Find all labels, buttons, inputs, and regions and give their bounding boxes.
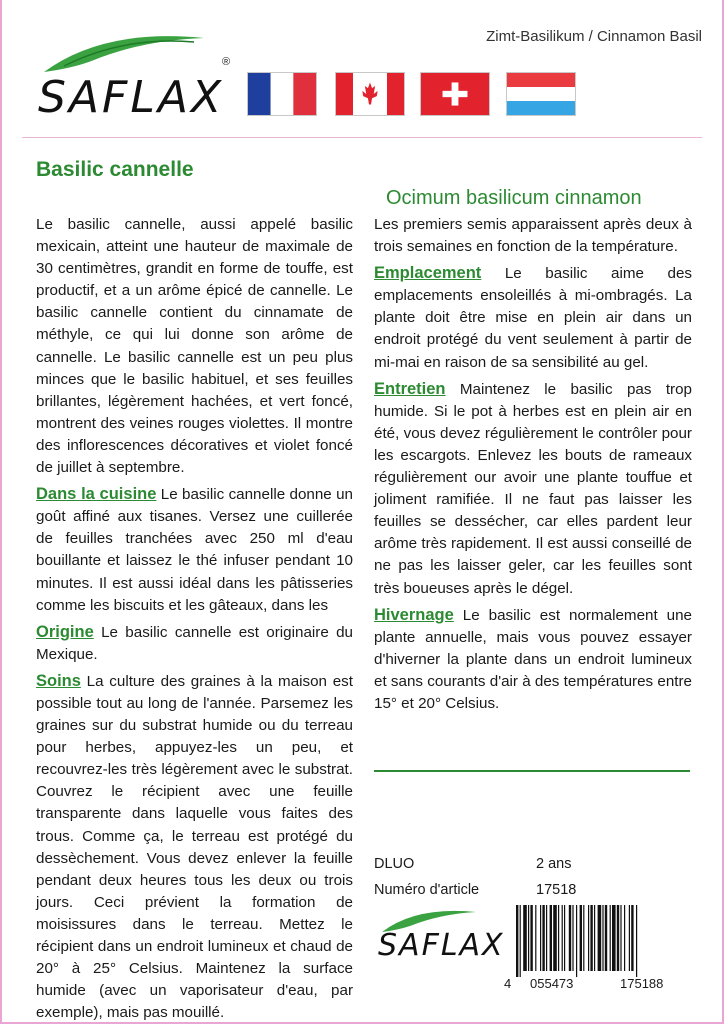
saflax-logo [34,26,244,122]
section-emplacement [374,262,692,373]
section-entretien [374,378,692,600]
section-text: Le basilic cannelle est originaire du Mexique. [36,623,353,663]
barcode-bar [580,905,582,971]
barcode-bar [598,905,602,971]
barcode-bar [530,905,532,971]
barcode-bar [562,905,563,971]
brand-logo-text: SAFLAX [378,928,505,963]
barcode-bar [558,905,559,971]
brand-logo-text: SAFLAX [38,72,225,123]
section-heading: Emplacement [374,264,482,283]
barcode-bar [631,905,633,971]
barcode-bar [523,905,527,971]
barcode-bar [528,905,529,971]
section-heading: Dans la cuisine [36,485,157,504]
barcode-digits-right: 175188 [620,976,664,991]
section-text: Maintenez le basilic pas trop humide. Si le pot à herbes est en plein air en été, vous devez régulièrement le contrôler pour les escargots. Enlevez les bouts de rameaux régulièrement our avoir une plante touffue et joliment ramifiée. Il ne faut pas laisser les feuilles se dessécher, car elles pardent leur arôme très rapidement. Il est aussi conseillé de ne pas les laisser geler, car les feuilles sont très boueuses après le dégel. [374,380,692,597]
barcode-bar [540,905,541,971]
barcode-bar [553,905,557,971]
latin-name-heading: Ocimum basilicum cinnamon [386,187,642,209]
barcode-bar [588,905,589,971]
barcode-bar [629,905,630,971]
france-flag-icon [247,72,317,116]
barcode-bar [576,905,577,977]
section-cuisine [36,483,353,617]
section-hivernage [374,604,692,715]
footer-divider [374,770,690,772]
canada-flag-icon [335,72,405,116]
header-divider [22,137,702,138]
barcode-bar [612,905,616,971]
barcode-bar [594,905,595,971]
barcode-bar [636,905,637,977]
barcode [504,905,690,977]
barcode-digit-prefix: 4 [504,976,512,991]
article-number-label: Numéro d'article [374,882,480,898]
barcode-bar [583,905,584,971]
barcode-bar [602,905,603,971]
section-text: Le basilic aime des emplacements ensoleillés à mi-ombragés. La plante doit être mise en plein air dans un endroit protégé du vent seulement à partir de mi-mai en raison de sa sensibilité au gel. [374,265,692,371]
product-title: Zimt-Basilikum / Cinnamon Basil [486,28,702,45]
barcode-bar [610,905,611,971]
barcode-bar [605,905,607,971]
barcode-bar [546,905,547,971]
barcode-bar [516,905,518,977]
header [0,0,724,138]
barcode-bar [617,905,619,971]
left-column [36,214,353,1028]
common-name-heading: Basilic cannelle [36,158,194,181]
intro-paragraph: Le basilic cannelle, aussi appelé basilic mexicain, atteint une hauteur de maximale de 30 centimètres, grandit en forme de touffe, est productif, et a un arôme épicé de cannelle. Le basilic cannelle contient du cinnamate de méthyle, ce qui lui donne son arôme de cannelle. Le basilic cannelle est un peu plus minces que le basilic habituel, et ses feuilles brillantes, légèrement hachées, et vert foncé, montrent des veines rouges violettes. Il montre des inflorescences décoratives et violet foncé de juillet à septembre. [36,216,353,477]
barcode-bar [624,905,625,971]
section-text: La culture des graines à la maison est possible tout au long de l'année. Parsemez les graines sur du substrat humide ou du terreau pour herbes, appuyez-les un peu, et recouvrez-les très légèrement avec le substrat. Couvrez le récipient avec une feuille transparente dans laquelle vous faites des trous. Comme ça, le terreau est protégé du dessèchement. Vous devez enlever la feuille pendant deux heures tous les deux ou trois jours. Ceci prévient la formation de moisissures dans le terreau. Mettez le récipient dans un endroit lumineux et chaud de 20° à 25° Celsius. Maintenez la surface humide (avec un vaporisateur d'eau, par exemple), mais pas mouillé. [36,672,353,1022]
section-heading: Hivernage [374,605,454,624]
dluo-label: DLUO [374,856,415,872]
barcode-bar [520,905,521,977]
switzerland-flag-icon [420,72,490,116]
barcode-bar [590,905,592,971]
right-column [374,214,692,719]
section-origine [36,621,353,666]
section-text: Le basilic est normalement une plante annuelle, mais vous pouvez essayer d'hiverner la plante dans un endroit lumineux et sans courants d'air à des températures entre 15° et 20° Celsius. [374,606,692,712]
barcode-bar [572,905,573,971]
section-heading: Origine [36,622,94,641]
germination-paragraph: Les premiers semis apparaissent après deux à trois semaines en fonction de la température. [374,216,692,256]
dluo-value: 2 ans [536,856,572,872]
section-soins [36,670,353,1025]
section-text: Le basilic cannelle donne un goût affiné aux tisanes. Versez une cuillerée de feuilles tranchées avec 250 ml d'eau bouillante et laissez le thé infuser pendant 10 minutes. Il est aussi idéal dans les pâtisseries comme les biscuits et les gâteaux, dans les [36,486,353,614]
luxembourg-flag-icon [506,72,576,116]
barcode-bar [535,905,536,971]
barcode-bar [564,905,565,971]
barcode-digits-left: 055473 [530,976,574,991]
section-heading: Soins [36,671,81,690]
saflax-logo-small [376,904,505,974]
barcode-bar [542,905,544,971]
registered-mark: ® [222,56,231,68]
article-number-value: 17518 [536,882,577,898]
barcode-bar [569,905,571,971]
barcode-bar [550,905,552,971]
barcode-bar [620,905,621,971]
section-heading: Entretien [374,379,446,398]
